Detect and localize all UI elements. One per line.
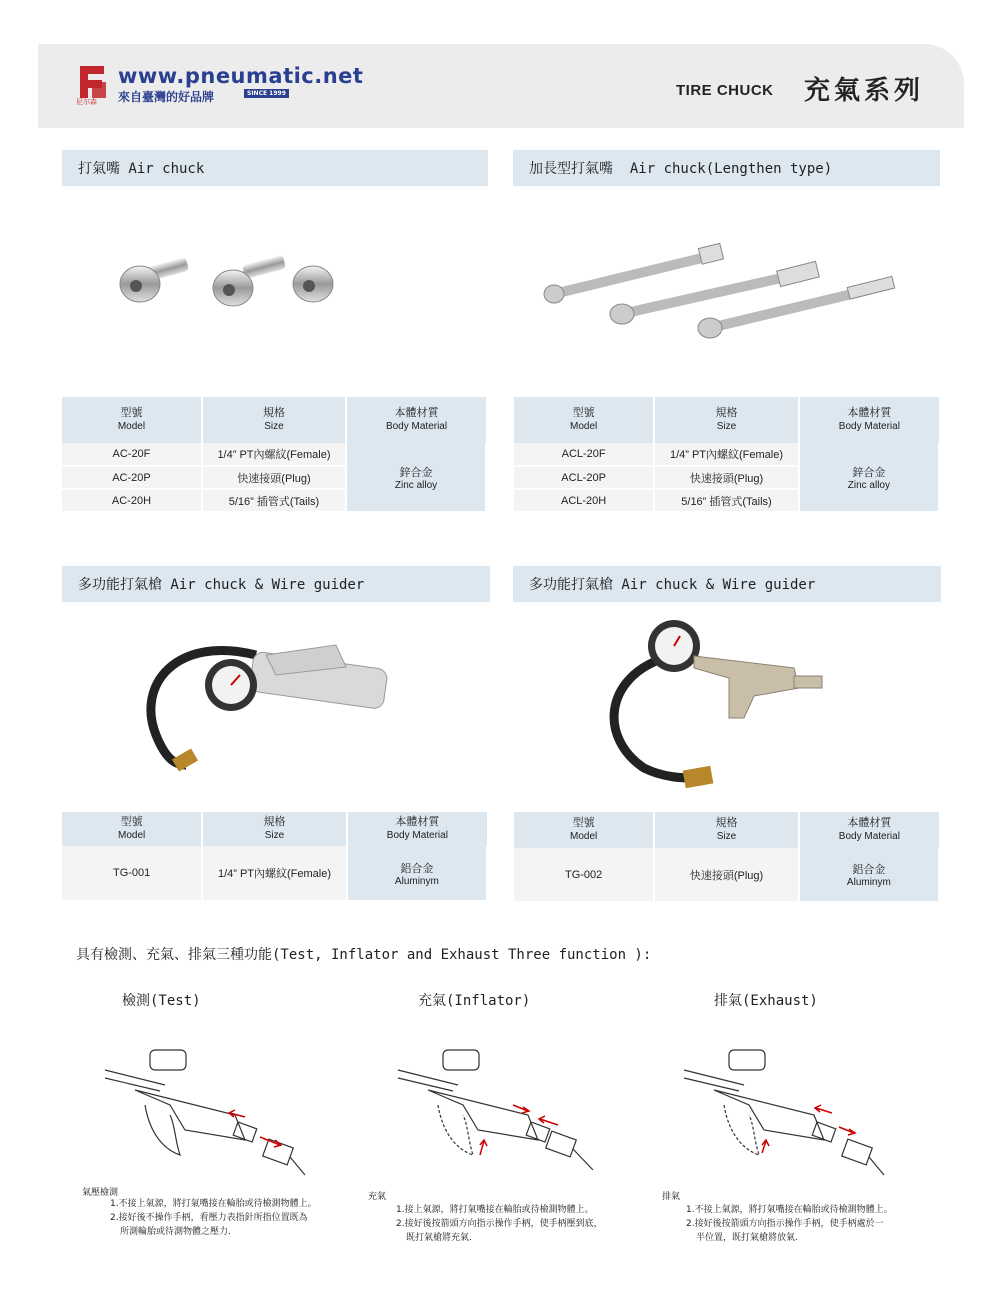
size-cell: 快速接頭(Plug) <box>654 466 799 489</box>
header-label-en: Size <box>716 421 737 432</box>
material-zh: 鋁合金 <box>852 864 886 876</box>
table-row <box>514 848 939 902</box>
header-label-en: Size <box>264 421 284 432</box>
mode-title-test: 檢測(Test) <box>122 993 201 1009</box>
desc-test-line-1: 1.不接上氣源，將打氣嘴接在輪胎或待檢測物體上。 <box>110 1199 317 1209</box>
spec-table-lengthen-chuck <box>514 397 940 513</box>
header-label-en: Model <box>117 421 146 432</box>
table-header-cell <box>62 397 202 443</box>
header-label-zh: 規格 <box>715 407 738 419</box>
table-header-row <box>514 397 939 443</box>
header-label-en: Size <box>264 830 285 841</box>
header-label-zh: 規格 <box>715 817 738 829</box>
table-header-cell <box>514 812 654 848</box>
model-cell: ACL-20F <box>514 443 654 466</box>
spec-table-air-chuck <box>62 397 487 513</box>
material-en: Aluminym <box>394 875 439 887</box>
page-title-zh: 充氣系列 <box>804 76 925 106</box>
section-title-lengthen-chuck: 加長型打氣嘴 Air chuck(Lengthen type) <box>513 150 940 186</box>
size-cell: 1/4” PT內螺紋(Female) <box>202 443 346 466</box>
gun-tg002-product-image <box>604 618 844 798</box>
header-label-zh: 本體材質 <box>847 817 892 829</box>
model-cell: AC-20H <box>62 489 202 512</box>
table-row <box>62 443 486 466</box>
table-row <box>514 443 939 466</box>
logo-url: www.pneumatic.net <box>118 64 364 88</box>
material-cell <box>799 848 939 902</box>
material-en: Zinc alloy <box>394 479 438 491</box>
header-label-zh: 本體材質 <box>394 407 439 419</box>
header-label-zh: 型號 <box>120 407 143 419</box>
table-header-cell <box>514 397 654 443</box>
table-header-cell <box>799 812 939 848</box>
model-cell: TG-002 <box>514 848 654 902</box>
table-row <box>62 846 487 901</box>
section-title-air-chuck: 打氣嘴 Air chuck <box>62 150 488 186</box>
model-cell: ACL-20P <box>514 466 654 489</box>
header-label-en: Model <box>570 831 598 842</box>
logo-brand-text: 尼尔森 <box>76 98 97 106</box>
logo-since-badge: SINCE 1999 <box>244 89 289 98</box>
material-zh: 鋅合金 <box>399 466 433 479</box>
desc-inflator-line-3: 既打氣槍將充氣. <box>406 1233 472 1243</box>
header-label-zh: 規格 <box>263 816 286 828</box>
desc-inflator-line-2: 2.接好後按箭頭方向指示操作手柄，使手柄壓到底， <box>396 1219 603 1229</box>
desc-test-line-2: 2.接好後不操作手柄，看壓力表指針所指位置既為 <box>110 1213 308 1223</box>
table-header-row <box>62 812 487 846</box>
table-header-cell <box>62 812 202 846</box>
model-cell: AC-20F <box>62 443 202 466</box>
model-cell: ACL-20H <box>514 489 654 512</box>
desc-exhaust-line-3: 半位置，既打氣槍將放氣. <box>696 1233 798 1243</box>
header-label-en: Model <box>118 830 146 841</box>
desc-head-test: 氣壓檢測 <box>82 1188 119 1198</box>
mode-title-exhaust: 排氣(Exhaust) <box>714 993 818 1009</box>
logo-icon <box>76 62 108 102</box>
mode-title-inflator: 充氣(Inflator) <box>418 993 531 1009</box>
size-cell: 1/4” PT內螺紋(Female) <box>654 443 799 466</box>
diagram-test-illustration <box>105 1045 305 1180</box>
table-header-cell <box>654 812 799 848</box>
desc-test <box>110 1197 360 1239</box>
table-header-cell <box>347 812 487 846</box>
table-header-cell <box>654 397 799 443</box>
spec-table-gun-2 <box>514 812 940 903</box>
material-zh: 鋅合金 <box>852 466 886 479</box>
size-cell: 快速接頭(Plug) <box>202 466 346 489</box>
table-header-cell <box>799 397 939 443</box>
section-title-gun-2: 多功能打氣槍 Air chuck & Wire guider <box>513 566 941 602</box>
gun-tg001-product-image <box>136 625 396 785</box>
model-cell: AC-20P <box>62 466 202 489</box>
header-label-en: Body Material <box>386 830 448 841</box>
header-label-en: Model <box>570 421 598 432</box>
header-label-en: Body Material <box>385 421 448 432</box>
desc-exhaust-line-1: 1.不接上氣源，將打氣嘴接在輪胎或待檢測物體上。 <box>686 1205 893 1215</box>
size-cell: 5/16” 插管式(Tails) <box>202 489 346 512</box>
header-label-zh: 型號 <box>572 817 595 829</box>
page-title-en: TIRE CHUCK <box>676 82 774 99</box>
diagram-exhaust-illustration <box>684 1045 884 1180</box>
desc-test-line-3: 所測輪胎或待測物體之壓力. <box>120 1227 231 1237</box>
logo-tagline: 來自臺灣的好品牌 <box>118 90 215 104</box>
material-cell <box>799 443 939 512</box>
header-label-zh: 本體材質 <box>847 407 892 419</box>
header-label-en: Body Material <box>838 421 900 432</box>
material-cell <box>347 846 487 901</box>
header-label-en: Size <box>716 831 737 842</box>
material-zh: 鋁合金 <box>400 862 434 875</box>
desc-head-inflator: 充氣 <box>368 1192 387 1202</box>
desc-inflator <box>396 1203 646 1245</box>
size-cell: 1/4” PT內螺紋(Female) <box>202 846 347 901</box>
header-label-zh: 型號 <box>120 816 143 828</box>
material-en: Zinc alloy <box>847 479 890 491</box>
size-cell: 快速接頭(Plug) <box>654 848 799 902</box>
desc-inflator-line-1: 1.接上氣源，將打氣嘴接在輪胎或待檢測物體上。 <box>396 1205 594 1215</box>
desc-exhaust-line-2: 2.接好後按箭頭方向指示操作手柄，使手柄處於一 <box>686 1219 884 1229</box>
header-label-en: Body Material <box>838 831 900 842</box>
size-cell: 5/16” 插管式(Tails) <box>654 489 799 512</box>
header-label-zh: 型號 <box>572 407 595 419</box>
desc-head-exhaust: 排氣 <box>662 1192 681 1202</box>
spec-table-gun-1 <box>62 812 488 902</box>
table-header-row <box>514 812 939 848</box>
header-label-zh: 規格 <box>262 407 285 419</box>
air-chuck-product-image <box>118 248 348 318</box>
diagram-inflator-illustration <box>398 1045 598 1180</box>
table-header-cell <box>346 397 486 443</box>
lengthen-chuck-product-image <box>540 236 910 346</box>
table-header-cell <box>202 812 347 846</box>
material-en: Aluminym <box>846 877 891 888</box>
features-title: 具有檢測、充氣、排氣三種功能(Test, Inflator and Exhaust Three function ): <box>76 947 652 963</box>
material-cell <box>346 443 486 512</box>
model-cell: TG-001 <box>62 846 202 901</box>
section-title-gun-1: 多功能打氣槍 Air chuck & Wire guider <box>62 566 490 602</box>
desc-exhaust <box>686 1203 936 1245</box>
table-header-cell <box>202 397 346 443</box>
table-header-row <box>62 397 486 443</box>
header-label-zh: 本體材質 <box>395 816 440 828</box>
